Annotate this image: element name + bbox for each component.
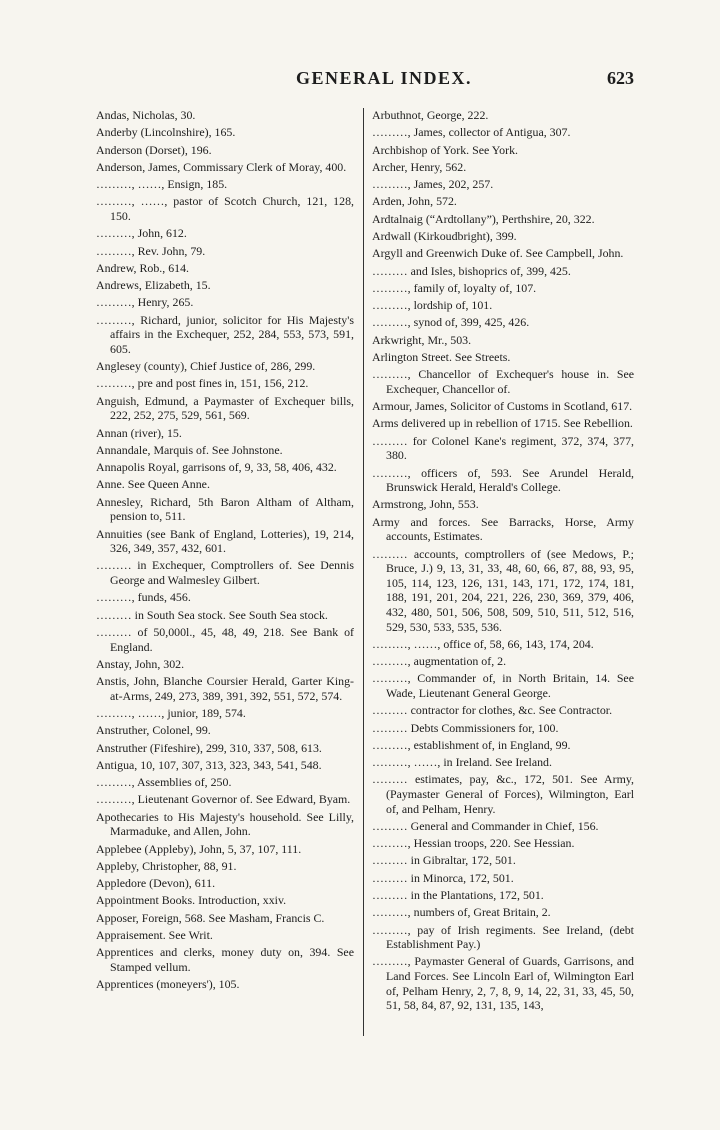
index-entry: Annandale, Marquis of. See Johnstone. [96, 442, 283, 457]
index-entry: ………, Chancellor of Exchequer's house in. See Exchequer, Chancellor of. [372, 367, 634, 396]
index-entry: Annesley, Richard, 5th Baron Altham of Altham, pension to, 511. [96, 494, 354, 524]
index-entry: ……… accounts, comptrollers of (see Medows, P.; Bruce, J.) 9, 13, 31, 33, 48, 60, 66, 87, 88, 93, 95, 105, 114, 123, 126, 131, 143, 171, 172, 174, 181, 188, 191, 201, 204, 221, 226, 230, 369, 379, 406, 432, 480, 501, 506, 508, 509, 510, 511, 512, 516, 529, 530, 533, 535, 536. [372, 546, 634, 634]
index-entry: ………, augmentation of, 2. [372, 654, 507, 669]
index-entry: Arkwright, Mr., 503. [372, 332, 472, 347]
index-entry: Argyll and Greenwich Duke of. See Campbell, John. [372, 246, 624, 261]
index-entry: ……… and Isles, bishoprics of, 399, 425. [372, 263, 571, 278]
index-entry: Army and forces. See Barracks, Horse, Army accounts, Estimates. [372, 514, 634, 544]
index-entry: Annan (river), 15. [96, 425, 182, 440]
index-entry: Anne. See Queen Anne. [96, 477, 210, 492]
index-entry: Ardwall (Kirkoudbright), 399. [372, 228, 517, 243]
index-entry: ………, pay of Irish regiments. See Ireland, (debt Establishment Pay.) [372, 922, 634, 952]
index-entry: ………, James, 202, 257. [372, 177, 494, 192]
index-entry: ………, numbers of, Great Britain, 2. [372, 905, 551, 920]
index-entry: ………, funds, 456. [96, 590, 191, 605]
index-entry: ………, Commander of, in North Britain, 14. See Wade, Lieutenant General George. [372, 671, 634, 700]
index-entry: ………, John, 612. [96, 226, 187, 241]
index-entry: Armstrong, John, 553. [372, 497, 479, 512]
index-entry: Anderby (Lincolnshire), 165. [96, 125, 236, 140]
index-entry: ………, officers of, 593. See Arundel Herald, Brunswick Herald, Herald's College. [372, 465, 634, 495]
index-entry: ……… General and Commander in Chief, 156. [372, 818, 599, 833]
index-entry: ………, ……, pastor of Scotch Church, 121, 128, 150. [96, 194, 354, 223]
index-entry: ……… in the Plantations, 172, 501. [372, 887, 544, 902]
index-entry: ………, Henry, 265. [96, 295, 194, 310]
index-entry: ………, lordship of, 101. [372, 298, 493, 313]
index-entry: Archer, Henry, 562. [372, 159, 467, 174]
index-entry: Andas, Nicholas, 30. [96, 108, 196, 122]
index-entry: Andrew, Rob., 614. [96, 260, 190, 275]
index-entry: ………, Paymaster General of Guards, Garrisons, and Land Forces. See Lincoln Earl of, Wilmington Earl of, Pelham Henry, 2, 7, 8, 9, 14, 22, 31, 33, 45, 50, 51, 58, 84, 87, 92, 131, 135, 143, [372, 954, 634, 1013]
index-entry: Armour, James, Solicitor of Customs in Scotland, 617. [372, 399, 633, 414]
index-entry: ………, Richard, junior, solicitor for His Majesty's affairs in the Exchequer, 252, 284, 553, 573, 591, 605. [96, 312, 354, 356]
index-entry: ………, synod of, 399, 425, 426. [372, 315, 530, 330]
index-entry: ………, family of, loyalty of, 107. [372, 280, 537, 295]
index-entry: Appleby, Christopher, 88, 91. [96, 858, 237, 873]
index-entry: ………, Lieutenant Governor of. See Edward, Byam. [96, 792, 351, 807]
index-entry: Anstis, John, Blanche Coursier Herald, Garter King-at-Arms, 249, 273, 389, 391, 392, 551, 572, 574. [96, 674, 354, 703]
index-entry: Ardtalnaig (“Ardtollany”), Perthshire, 20, 322. [372, 211, 595, 226]
index-entry: ………, Rev. John, 79. [96, 243, 206, 258]
index-entry: ………, Hessian troops, 220. See Hessian. [372, 836, 575, 851]
index-entry: Archbishop of York. See York. [372, 142, 519, 157]
index-column-left [96, 108, 354, 994]
index-entry: ……… for Colonel Kane's regiment, 372, 374, 377, 380. [372, 433, 634, 463]
index-entry: ………, ……, in Ireland. See Ireland. [372, 755, 552, 770]
index-entry: ……… of 50,000l., 45, 48, 49, 218. See Bank of England. [96, 624, 354, 654]
index-entry: Arbuthnot, George, 222. [372, 108, 489, 122]
index-entry: Arms delivered up in rebellion of 1715. See Rebellion. [372, 416, 633, 431]
index-entry: ……… in Gibraltar, 172, 501. [372, 853, 516, 868]
index-entry: ……… in Exchequer, Comptrollers of. See Dennis George and Walmesley Gilbert. [96, 558, 354, 588]
index-entry: Arden, John, 572. [372, 194, 457, 209]
column-divider [363, 108, 364, 1036]
index-entry: ……… in South Sea stock. See South Sea stock. [96, 607, 328, 622]
index-entry: Annuities (see Bank of England, Lotteries), 19, 214, 326, 349, 357, 432, 601. [96, 526, 354, 556]
index-entry: Apprentices and clerks, money duty on, 394. See Stamped vellum. [96, 945, 354, 974]
index-entry: Appointment Books. Introduction, xxiv. [96, 893, 287, 908]
index-entry: ………, ……, office of, 58, 66, 143, 174, 204. [372, 636, 594, 651]
index-entry: Arlington Street. See Streets. [372, 349, 511, 364]
index-entry: Anderson (Dorset), 196. [96, 142, 212, 157]
index-entry: Apposer, Foreign, 568. See Masham, Francis C. [96, 910, 325, 925]
index-entry: Antigua, 10, 107, 307, 313, 323, 343, 541, 548. [96, 757, 322, 772]
index-column-right [372, 108, 634, 1015]
index-entry: ………, ……, junior, 189, 574. [96, 705, 246, 720]
index-entry: Appraisement. See Writ. [96, 927, 213, 942]
index-entry: ………, Assemblies of, 250. [96, 775, 232, 790]
index-entry: ……… in Minorca, 172, 501. [372, 870, 514, 885]
index-entry: Andrews, Elizabeth, 15. [96, 278, 211, 293]
index-entry: ………, pre and post fines in, 151, 156, 212. [96, 376, 309, 391]
index-entry: ………, James, collector of Antigua, 307. [372, 125, 571, 140]
page-number: 623 [607, 68, 634, 88]
index-entry: ……… Debts Commissioners for, 100. [372, 720, 559, 735]
index-entry: Anstruther, Colonel, 99. [96, 723, 211, 738]
index-entry: Anstay, John, 302. [96, 656, 185, 671]
index-entry: ………, ……, Ensign, 185. [96, 177, 228, 192]
index-entry: ……… contractor for clothes, &c. See Contractor. [372, 703, 613, 718]
index-entry: Apprentices (moneyers'), 105. [96, 977, 240, 992]
page-header [0, 68, 720, 94]
index-entry: ……… estimates, pay, &c., 172, 501. See Army, (Paymaster General of Forces), Wilmington, Earl of, and Pelham, Henry. [372, 772, 634, 816]
index-entry: Anderson, James, Commissary Clerk of Moray, 400. [96, 159, 347, 174]
index-entry: ………, establishment of, in England, 99. [372, 737, 571, 752]
index-entry: Anguish, Edmund, a Paymaster of Exchequer bills, 222, 252, 275, 529, 561, 569. [96, 393, 354, 423]
index-entry: Anglesey (county), Chief Justice of, 286, 299. [96, 359, 316, 374]
index-entry: Applebee (Appleby), John, 5, 37, 107, 111. [96, 841, 302, 856]
index-entry: Annapolis Royal, garrisons of, 9, 33, 58, 406, 432. [96, 460, 337, 475]
index-entry: Apothecaries to His Majesty's household. See Lilly, Marmaduke, and Allen, John. [96, 809, 354, 839]
index-entry: Anstruther (Fifeshire), 299, 310, 337, 508, 613. [96, 740, 322, 755]
index-entry: Appledore (Devon), 611. [96, 876, 216, 891]
page-title: GENERAL INDEX. [296, 68, 473, 88]
